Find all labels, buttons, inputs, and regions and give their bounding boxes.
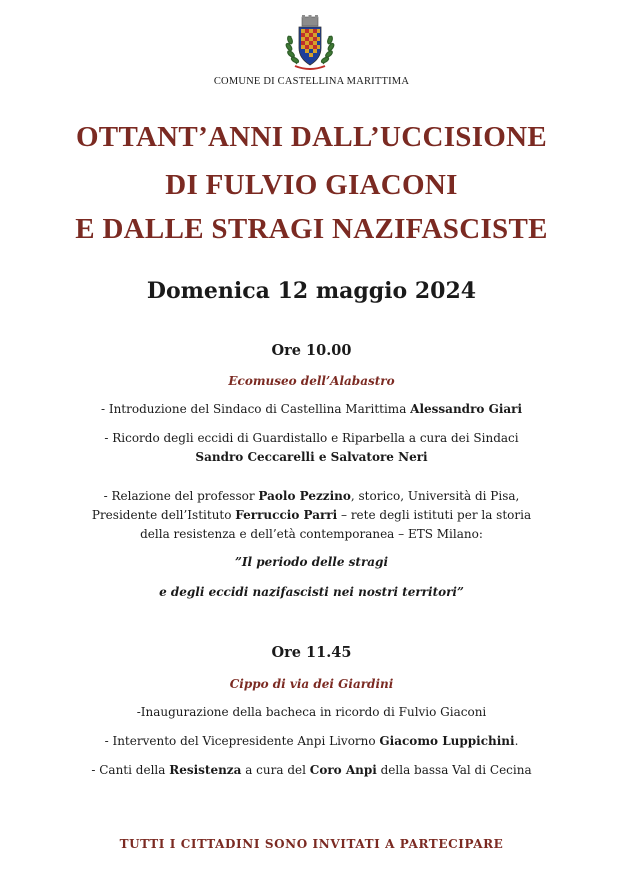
talk-title-line-1: ”Il periodo delle stragi <box>234 555 389 569</box>
item-text: , storico, Università di Pisa, <box>350 489 520 503</box>
session-2-time: Ore 11.45 <box>271 644 352 661</box>
comune-name: COMUNE DI CASTELLINA MARITTIMA <box>213 76 410 87</box>
session-1-item-2-names <box>0 450 623 464</box>
title-line-3: E DALLE STRAGI NAZIFASCISTE <box>75 213 548 245</box>
item-text: - Introduzione del Sindaco di Castellina Marittima <box>100 402 411 416</box>
talk-title-line-2: e degli eccidi nazifascisti nei nostri territori” <box>159 585 464 599</box>
session-1-item-3 <box>0 489 623 503</box>
event-date: Domenica 12 maggio 2024 <box>146 278 477 304</box>
session-1-time: Ore 10.00 <box>271 342 352 359</box>
item-text: . <box>514 734 519 748</box>
session-1-venue: Ecomuseo dell’Alabastro <box>228 374 395 388</box>
session-1-item-1 <box>0 402 623 416</box>
session-1-item-3-line-2 <box>0 508 623 522</box>
choir-name: Coro Anpi <box>309 763 377 777</box>
title-line-2: DI FULVIO GIACONI <box>165 169 458 201</box>
speaker-names: Sandro Ceccarelli e Salvatore Neri <box>195 450 428 464</box>
session-2-venue: Cippo di via dei Giardini <box>229 677 394 691</box>
municipal-crest-icon <box>283 14 337 72</box>
institute-name: Ferruccio Parri <box>235 508 338 522</box>
highlight: Resistenza <box>169 763 242 777</box>
item-text: della bassa Val di Cecina <box>376 763 532 777</box>
session-1-item-2 <box>0 431 623 445</box>
item-text: - Intervento del Vicepresidente Anpi Livorno <box>104 734 380 748</box>
speaker-name: Paolo Pezzino <box>258 489 351 503</box>
session-2-item-2 <box>0 734 623 748</box>
title-line-1: OTTANT’ANNI DALL’UCCISIONE <box>75 121 548 153</box>
speaker-name: Giacomo Luppichini <box>379 734 515 748</box>
session-1-item-3-line-3: della resistenza e dell’età contemporanea – ETS Milano: <box>140 527 483 541</box>
speaker-name: Alessandro Giari <box>410 402 523 416</box>
item-text: a cura del <box>241 763 310 777</box>
session-2-item-3 <box>0 763 623 777</box>
item-text: - Ricordo degli eccidi di Guardistallo e Riparbella a cura dei Sindaci <box>104 431 519 445</box>
item-text: - Canti della <box>91 763 170 777</box>
item-text: - Relazione del professor <box>103 489 259 503</box>
item-text: – rete degli istituti per la storia <box>337 508 532 522</box>
session-2-item-1: -Inaugurazione della bacheca in ricordo di Fulvio Giaconi <box>136 705 487 719</box>
invitation-footer: TUTTI I CITTADINI SONO INVITATI A PARTECIPARE <box>119 837 504 851</box>
item-text: Presidente dell’Istituto <box>91 508 236 522</box>
